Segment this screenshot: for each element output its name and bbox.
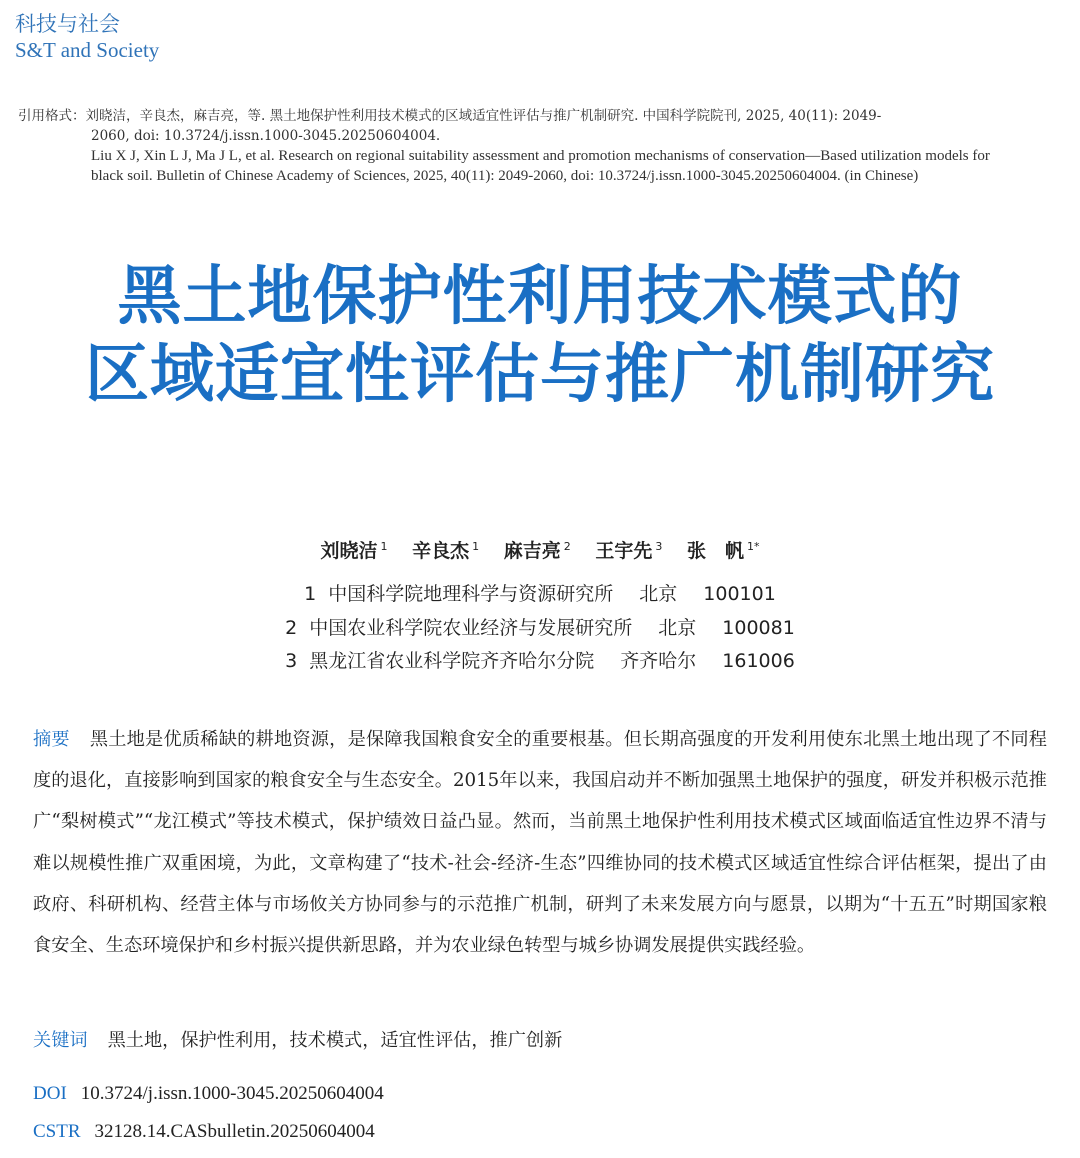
affiliation: 2 中国农业科学院农业经济与发展研究所 北京 100081 [285,616,795,639]
paper-title [0,258,1080,414]
citation-en-line2: black soil. Bulletin of Chinese Academy of Sciences, 2025, 40(11): 2049-2060, doi: 10.3724/j.issn.1000-3045.20250604004. (in Chinese) [91,168,919,184]
keywords-label: 关键词 [33,1030,88,1051]
journal-name-zh: 科技与社会 [15,12,120,36]
abstract [33,719,1047,966]
keywords [33,1025,562,1057]
author: 刘晓洁 $^1$ [320,539,388,562]
doi-label: DOI [33,1083,67,1104]
author: 王宇先 $^3$ [595,539,663,562]
citation-en-line1: Liu X J, Xin L J, Ma J L, et al. Research on regional suitability assessment and promotion mechanisms of conservation—Based utilization models for [91,148,990,164]
affiliation: 1 中国科学院地理科学与资源研究所 北京 100101 [304,583,776,605]
citation-block [18,106,1064,186]
affiliation-list [0,578,1080,679]
author-list [0,536,1080,563]
affiliation: 3 黑龙江省农业科学院齐齐哈尔分院 齐齐哈尔 161006 [285,650,795,672]
author: 张 帆 $^{1*}$ [687,539,760,562]
doi-line [33,1083,384,1105]
doi-value: 10.3724/j.issn.1000-3045.20250604004 [80,1083,384,1104]
citation-zh-line1: 引用格式：刘晓洁，辛良杰，麻吉亮，等. 黑土地保护性利用技术模式的区域适宜性评估与推广机制研究. 中国科学院院刊, 2025, 40(11): 2049- [18,108,882,124]
cstr-label: CSTR [33,1121,81,1142]
title-line2: 区域适宜性评估与推广机制研究 [85,338,995,412]
author: 辛良杰 $^1$ [412,539,480,562]
abstract-text: 黑土地是优质稀缺的耕地资源，是保障我国粮食安全的重要根基。但长期高强度的开发利用使东北黑土地出现了不同程度的退化，直接影响到国家的粮食安全与生态安全。2015年以来，我国启动并不断加强黑土地保护的强度，研发并积极示范推广“梨树模式”“龙江模式”等技术模式，保护绩效日益凸显。然而，当前黑土地保护性利用技术模式区域面临适宜性边界不清与难以规模性推广双重困境，为此，文章构建了“技术-社会-经济-生态”四维协同的技术模式区域适宜性综合评估框架，提出了由政府、科研机构、经营主体与市场攸关方协同参与的示范推广机制，研判了未来发展方向与愿景，以期为“十五五”时期国家粮食安全、生态环境保护和乡村振兴提供新思路，并为农业绿色转型与城乡协调发展提供实践经验。 [33,729,1047,957]
author: 麻吉亮 $^2$ [503,539,571,562]
citation-zh-line2: 2060, doi: 10.3724/j.issn.1000-3045.20250604004. [91,128,441,144]
keywords-text: 黑土地，保护性利用，技术模式，适宜性评估，推广创新 [107,1030,563,1051]
title-line1: 黑土地保护性利用技术模式的 [117,260,963,334]
cstr-line [33,1121,375,1143]
cstr-value: 32128.14.CASbulletin.20250604004 [94,1121,375,1142]
journal-name-en: S&T and Society [15,38,160,62]
abstract-label: 摘要 [33,729,70,750]
